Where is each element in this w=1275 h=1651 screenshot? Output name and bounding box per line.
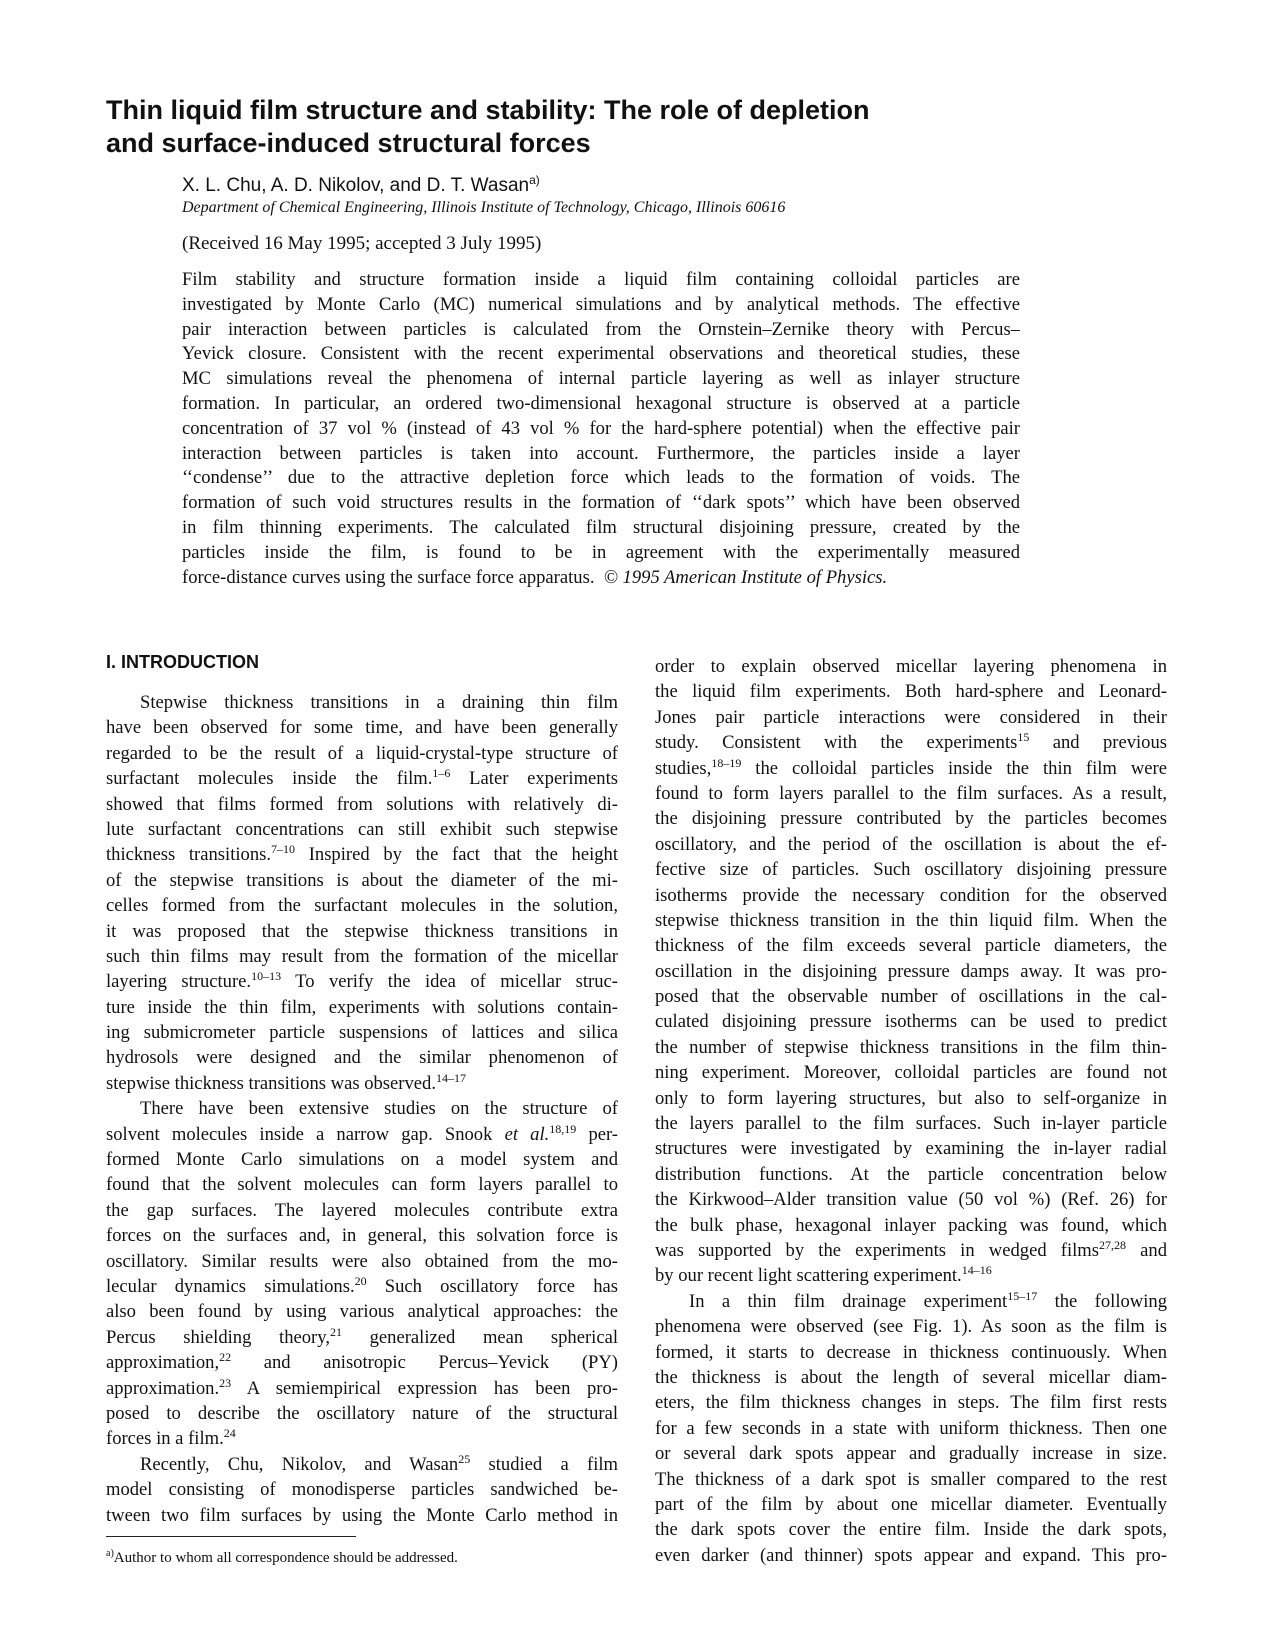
citation: 15–17	[1007, 1288, 1038, 1303]
text-line: formed Monte Carlo simulations on a model system and	[106, 1149, 618, 1171]
line-segment: In a thin film drainage experiment	[689, 1290, 1008, 1312]
text-line	[655, 756, 1167, 781]
text-line: only to form layering structures, but also to self-organize in	[655, 1087, 1167, 1109]
citation: 18–19	[711, 755, 742, 770]
footnote-marker: a)	[529, 173, 540, 187]
line-segment: was supported by the experiments in wedged films	[655, 1239, 1099, 1261]
text-line: structures were investigated by examining the in-layer radial	[655, 1138, 1167, 1160]
text-line: it was proposed that the stepwise thickness transitions in	[106, 920, 618, 942]
text-line: celles formed from the surfactant molecules in the solution,	[106, 895, 618, 917]
text-line: eters, the film thickness changes in steps. The film first rests	[655, 1392, 1167, 1414]
text-line	[106, 1426, 618, 1451]
line-segment: Later experiments	[450, 768, 618, 790]
text-line: Jones pair particle interactions were considered in their	[655, 706, 1167, 728]
text-line: tween two film surfaces by using the Monte Carlo method in	[106, 1504, 618, 1526]
abstract-line: particles inside the film, is found to be in agreement with the experimentally measured	[182, 541, 1020, 563]
footnote-text: Author to whom all correspondence should be addressed.	[113, 1550, 458, 1566]
text-line: oscillatory. Similar results were also obtained from the mo-	[106, 1250, 618, 1272]
text-line: the bulk phase, hexagonal inlayer packing was found, which	[655, 1214, 1167, 1236]
line-segment: solvent molecules inside a narrow gap. Snook	[106, 1123, 505, 1145]
line-segment: lecular dynamics simulations.	[106, 1275, 355, 1297]
abstract-last-text: force-distance curves using the surface force apparatus.	[182, 566, 595, 588]
footnote-divider	[106, 1536, 356, 1537]
text-line: the liquid film experiments. Both hard-sphere and Leonard-	[655, 681, 1167, 703]
line-segment: the colloidal particles inside the thin film were	[741, 757, 1167, 779]
abstract-line: Yevick closure. Consistent with the recent experimental observations and theoretical studies, these	[182, 343, 1020, 365]
text-line: part of the film by about one micellar diameter. Eventually	[655, 1493, 1167, 1515]
text-line: for a few seconds in a state with uniform thickness. Then one	[655, 1417, 1167, 1439]
abstract-line	[182, 566, 1020, 591]
text-line	[106, 842, 618, 867]
text-line: ing submicrometer particle suspensions of lattices and silica	[106, 1022, 618, 1044]
citation: 22	[219, 1350, 232, 1365]
text-line: found that the solvent molecules can form layers parallel to	[106, 1174, 618, 1196]
line-segment-italic: et al.	[504, 1123, 550, 1145]
text-line: the disjoining pressure contributed by the particles becomes	[655, 808, 1167, 830]
citation: 10–13	[251, 969, 282, 984]
line-segment: approximation,	[106, 1352, 220, 1374]
text-line: of the stepwise transitions is about the diameter of the mi-	[106, 869, 618, 891]
text-line	[106, 1350, 618, 1375]
title-line: Thin liquid film structure and stability: The role of depletion	[106, 95, 870, 125]
line-segment: stepwise thickness transitions was observed.	[106, 1072, 436, 1094]
text-line	[655, 1263, 1167, 1288]
footnote-marker: a)	[106, 1548, 114, 1559]
text-line: distribution functions. At the particle concentration below	[655, 1163, 1167, 1185]
line-segment: and	[1126, 1239, 1167, 1261]
abstract-line: pair interaction between particles is calculated from the Ornstein–Zernike theory with Percus–	[182, 318, 1020, 340]
abstract-line: formation. In particular, an ordered two-dimensional hexagonal structure is observed at a particle	[182, 392, 1020, 414]
abstract-line: in film thinning experiments. The calculated film structural disjoining pressure, created by the	[182, 516, 1020, 538]
abstract-line: investigated by Monte Carlo (MC) numerical simulations and by analytical methods. The effective	[182, 293, 1020, 315]
line-segment: Percus shielding theory,	[106, 1326, 330, 1348]
line-segment: the following	[1037, 1290, 1167, 1312]
author-names: X. L. Chu, A. D. Nikolov, and D. T. Wasan	[182, 175, 530, 196]
citation: 21	[329, 1324, 342, 1339]
citation: 15	[1017, 730, 1030, 745]
text-line: The thickness of a dark spot is smaller compared to the rest	[655, 1468, 1167, 1490]
text-line: the Kirkwood–Alder transition value (50 vol %) (Ref. 26) for	[655, 1189, 1167, 1211]
line-segment: approximation.	[106, 1377, 220, 1399]
text-line: Stepwise thickness transitions in a draining thin film	[140, 692, 618, 713]
author-list	[182, 174, 540, 198]
text-line: hydrosols were designed and the similar phenomenon of	[106, 1047, 618, 1069]
line-segment: forces in a film.	[106, 1428, 224, 1450]
right-column	[655, 654, 1167, 1568]
paper-title	[106, 94, 1106, 160]
text-line: the thickness is about the length of several micellar diam-	[655, 1366, 1167, 1388]
title-line: and surface-induced structural forces	[106, 128, 591, 158]
text-line: such thin films may result from the formation of the micellar	[106, 945, 618, 967]
text-line: There have been extensive studies on the structure of	[140, 1098, 618, 1120]
text-line: regarded to be the result of a liquid-crystal-type structure of	[106, 742, 618, 764]
line-segment: Inspired by the fact that the height	[295, 844, 618, 866]
text-line: showed that films formed from solutions with relatively di-	[106, 793, 618, 815]
text-line: oscillation in the disjoining pressure damps away. It was pro-	[655, 960, 1167, 982]
text-line	[655, 1289, 1167, 1314]
citation: 18,19	[549, 1121, 577, 1136]
text-line	[655, 1238, 1167, 1263]
abstract-line: Film stability and structure formation inside a liquid film containing colloidal particles are	[182, 269, 1020, 290]
text-line: formed, it starts to decrease in thickness continuously. When	[655, 1341, 1167, 1363]
citation: 7–10	[271, 842, 296, 857]
text-line: or several dark spots appear and gradually increase in size.	[655, 1443, 1167, 1465]
line-segment: thickness transitions.	[106, 844, 272, 866]
text-line: ning experiment. Moreover, colloidal particles are found not	[655, 1062, 1167, 1084]
text-line: stepwise thickness transition in the thin liquid film. When the	[655, 909, 1167, 931]
line-segment: per-	[576, 1123, 618, 1145]
text-line: forces on the surfaces and, in general, this solvation force is	[106, 1225, 618, 1247]
citation: 14–17	[436, 1070, 466, 1085]
line-segment: surfactant molecules inside the film.	[106, 768, 433, 790]
text-line: posed to describe the oscillatory nature of the structural	[106, 1402, 618, 1424]
text-line: oscillatory, and the period of the oscillation is about the ef-	[655, 833, 1167, 855]
abstract-line: interaction between particles is taken into account. Furthermore, the particles inside a layer	[182, 442, 1020, 464]
line-segment: layering structure.	[106, 971, 252, 993]
text-line: also been found by using various analytical approaches: the	[106, 1301, 618, 1323]
text-line: model consisting of monodisperse particles sandwiched be-	[106, 1479, 618, 1501]
text-line	[106, 969, 618, 994]
text-line: the gap surfaces. The layered molecules contribute extra	[106, 1199, 618, 1221]
affiliation: Department of Chemical Engineering, Illinois Institute of Technology, Chicago, Illinois 60616	[182, 199, 786, 216]
text-line: posed that the observable number of oscillations in the cal-	[655, 986, 1167, 1008]
text-line: the layers parallel to the film surfaces. Such in-layer particle	[655, 1113, 1167, 1135]
text-line: even darker (and thinner) spots appear and expand. This pro-	[655, 1544, 1167, 1566]
text-line	[106, 1376, 618, 1401]
abstract-line: formation of such void structures results in the formation of ‘‘dark spots’’ which have been observed	[182, 492, 1020, 514]
line-segment: studies,	[655, 757, 712, 779]
left-column	[106, 650, 618, 1528]
text-line: thickness of the film exceeds several particle diameters, the	[655, 935, 1167, 957]
text-line: have been observed for some time, and have been generally	[106, 717, 618, 739]
received-dates: (Received 16 May 1995; accepted 3 July 1995)	[182, 233, 542, 254]
citation: 24	[223, 1426, 236, 1441]
citation: 23	[219, 1375, 232, 1390]
text-line: fective size of particles. Such oscillatory disjoining pressure	[655, 859, 1167, 881]
text-line	[106, 1071, 618, 1096]
abstract-line: ‘‘condense’’ due to the attractive depletion force which leads to the formation of voids. The	[182, 467, 1020, 489]
text-line: isotherms provide the necessary condition for the observed	[655, 884, 1167, 906]
text-line: found to form layers parallel to the film surfaces. As a result,	[655, 782, 1167, 804]
line-segment: and anisotropic Percus–Yevick (PY)	[231, 1352, 618, 1374]
line-segment: Recently, Chu, Nikolov, and Wasan	[140, 1453, 459, 1475]
line-segment: and previous	[1029, 732, 1167, 754]
section-heading: I. INTRODUCTION	[106, 652, 259, 672]
copyright-notice: © 1995 American Institute of Physics.	[603, 566, 888, 588]
text-line: the number of stepwise thickness transitions in the film thin-	[655, 1036, 1167, 1058]
citation: 14–16	[961, 1263, 992, 1278]
abstract-line: MC simulations reveal the phenomena of internal particle layering as well as inlayer structure	[182, 368, 1020, 390]
citation: 27,28	[1099, 1237, 1126, 1252]
text-line: ture inside the thin film, experiments with solutions contain-	[106, 996, 618, 1018]
abstract-line: concentration of 37 vol % (instead of 43 vol % for the hard-sphere potential) when the effective pair	[182, 417, 1020, 439]
citation: 25	[458, 1451, 471, 1466]
text-line: culated disjoining pressure isotherms can be used to predict	[655, 1011, 1167, 1033]
text-line	[106, 1452, 618, 1477]
line-segment: A semiempirical expression has been pro-	[231, 1377, 618, 1399]
text-line: the dark spots cover the entire film. Inside the dark spots,	[655, 1519, 1167, 1541]
text-line: order to explain observed micellar layering phenomena in	[655, 656, 1167, 677]
line-segment: generalized mean spherical	[341, 1326, 618, 1348]
abstract	[182, 268, 1020, 590]
line-segment: study. Consistent with the experiments	[655, 732, 1018, 754]
text-line	[106, 766, 618, 791]
line-segment: To verify the idea of micellar struc-	[281, 971, 618, 993]
text-line	[106, 1122, 618, 1147]
footnote	[106, 1548, 458, 1568]
line-segment: Such oscillatory force has	[366, 1275, 618, 1297]
text-line: phenomena were observed (see Fig. 1). As soon as the film is	[655, 1316, 1167, 1338]
text-line: lute surfactant concentrations can still exhibit such stepwise	[106, 818, 618, 840]
text-line	[106, 1325, 618, 1350]
citation: 20	[354, 1273, 367, 1288]
text-line	[655, 730, 1167, 755]
line-segment: studied a film	[470, 1453, 618, 1475]
line-segment: by our recent light scattering experiment.	[655, 1265, 962, 1287]
citation: 1–6	[432, 766, 451, 781]
text-line	[106, 1274, 618, 1299]
